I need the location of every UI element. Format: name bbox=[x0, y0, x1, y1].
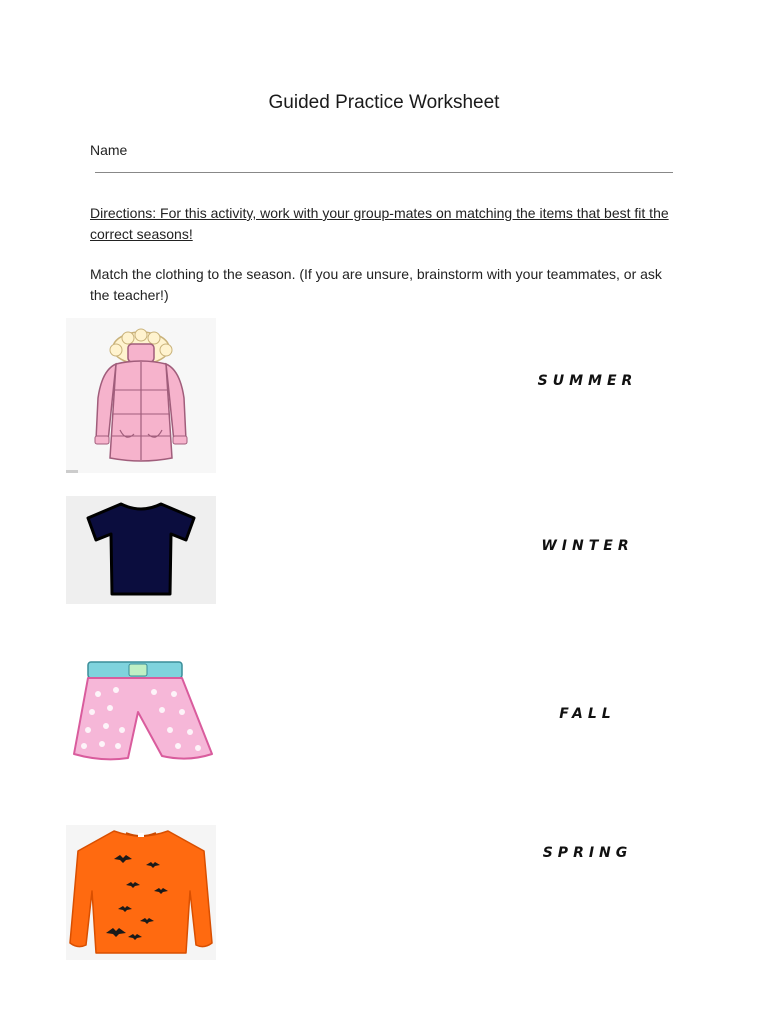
season-label-summer: SUMMER bbox=[537, 373, 638, 389]
season-label-fall: FALL bbox=[559, 706, 616, 722]
shorts-icon bbox=[66, 650, 216, 790]
winter-coat-icon bbox=[66, 318, 216, 473]
name-field-line[interactable] bbox=[95, 172, 673, 173]
shorts-image bbox=[66, 650, 216, 790]
page-title: Guided Practice Worksheet bbox=[268, 92, 500, 113]
sweatshirt-image bbox=[66, 825, 216, 960]
season-label-winter: WINTER bbox=[541, 538, 634, 554]
season-label-spring: SPRING bbox=[542, 845, 633, 861]
tshirt-image bbox=[66, 496, 216, 604]
name-label: Name bbox=[90, 142, 128, 158]
sweatshirt-icon bbox=[66, 825, 216, 960]
tshirt-icon bbox=[66, 496, 216, 604]
winter-coat-image bbox=[66, 318, 216, 473]
directions-text: Directions: For this activity, work with your group-mates on matching the items that best fit the correct seasons! bbox=[90, 205, 669, 242]
instructions-text: Match the clothing to the season. (If you are unsure, brainstorm with your teammates, or ask the teacher!) bbox=[90, 266, 662, 303]
